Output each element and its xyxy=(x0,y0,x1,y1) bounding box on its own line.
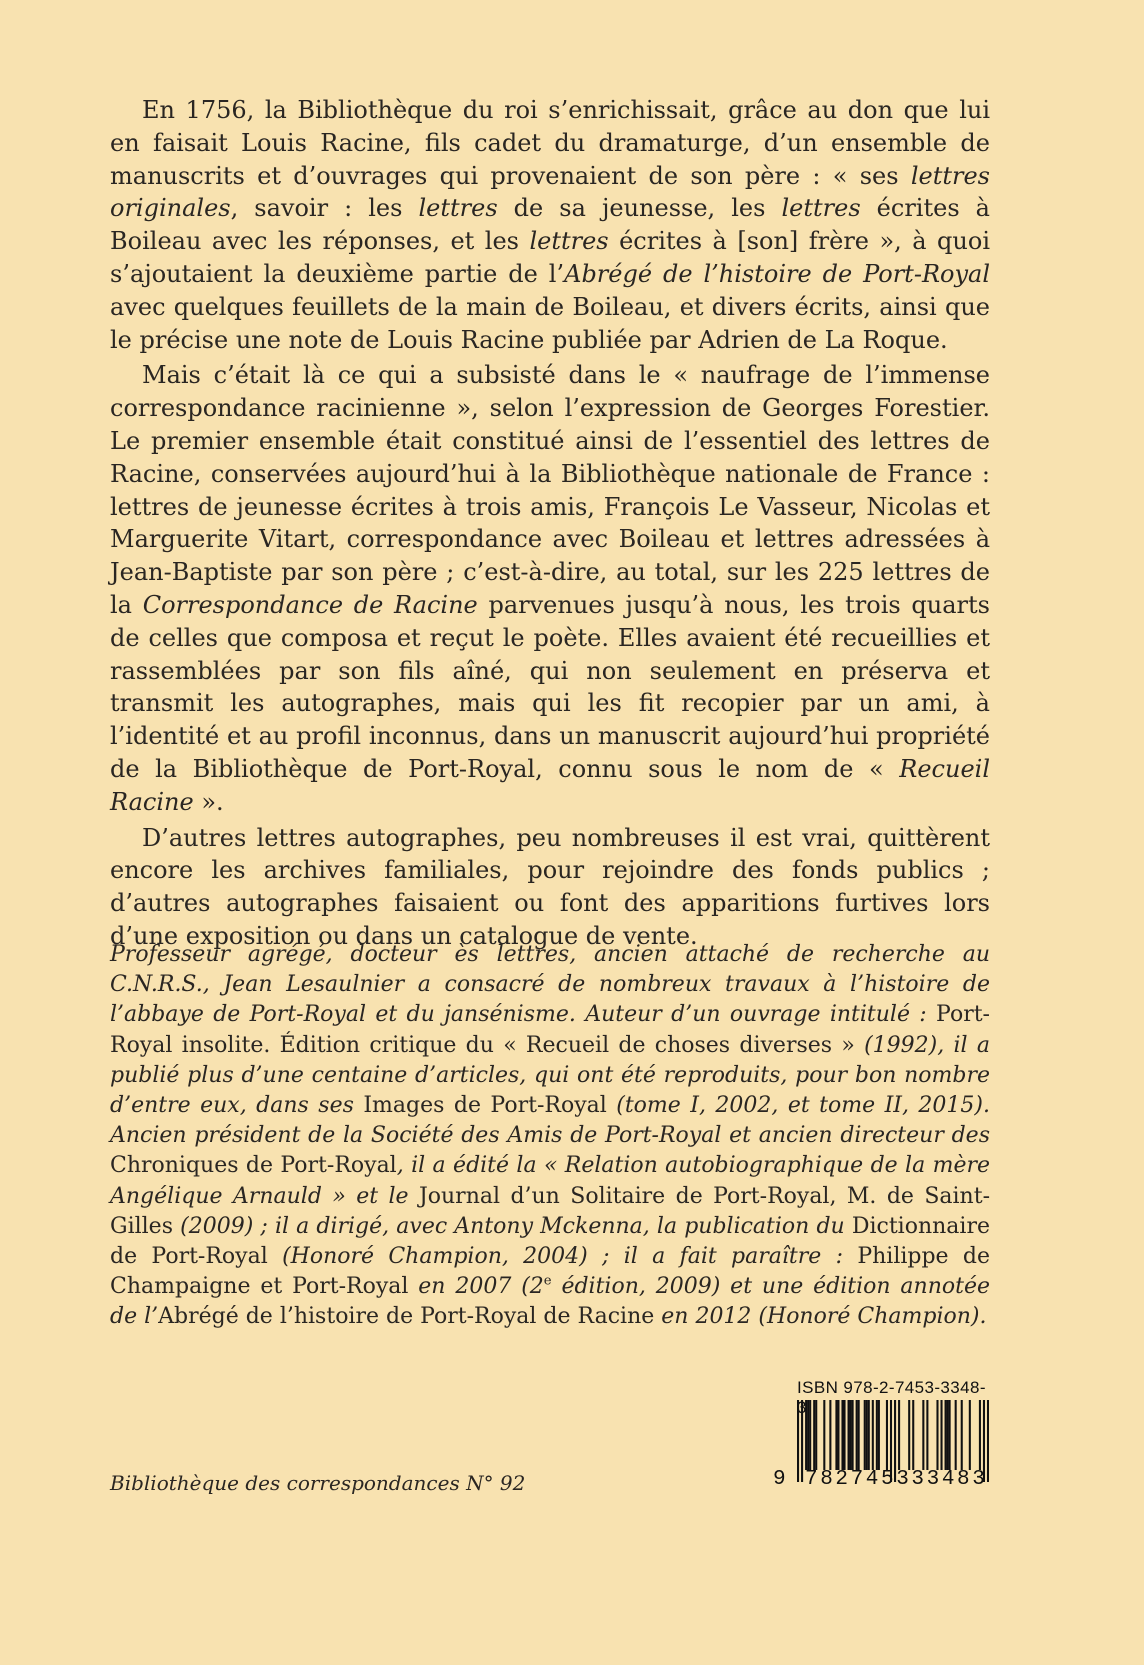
blurb-paragraph-3 xyxy=(110,822,990,953)
title-run: Philippe de Champaigne et Port-Royal xyxy=(110,1244,990,1300)
text-run: ». xyxy=(193,787,224,816)
text-run: écrites à Boileau avec les réponses, et les xyxy=(110,194,990,256)
barcode-bar xyxy=(807,1400,809,1470)
text-run: avec quelques feuillets de la main de Boileau, et divers écrits, ainsi que le précise une note de Louis Racine publiée par Adrien de La Roque. xyxy=(110,292,990,354)
barcode-bar xyxy=(837,1400,839,1470)
italic-run: (Honoré Champion, 2004) ; il a fait paraître : xyxy=(267,1244,858,1270)
text-run: écrites à [son] frère », à quoi s’ajoutaient la deuxième partie de l’ xyxy=(110,227,990,288)
barcode-bar xyxy=(876,1400,878,1470)
isbn-barcode xyxy=(773,1378,989,1492)
title-run: Journal d’un Solitaire de Port-Royal, M. de Saint-Gilles xyxy=(110,1183,991,1239)
italic-run: , il a édité la « Relation autobiographique de la mère Angélique Arnauld » et le xyxy=(110,1153,990,1209)
barcode-bar xyxy=(866,1400,868,1470)
barcode-bar xyxy=(797,1400,799,1482)
barcode-bar xyxy=(829,1400,831,1470)
superscript-run: e xyxy=(543,1273,552,1289)
barcode-bar xyxy=(945,1400,947,1470)
text-run: de sa jeunesse, les xyxy=(497,194,782,223)
italic-run: édition, 2009) et une édition annotée de l’ xyxy=(110,1274,990,1330)
text-run: Mais c’était là ce qui a subsisté dans le « naufrage de l’immense correspondance racinienne », selon l’expression de Georges Forestier. Le premier ensemble était constitué ainsi de l’essentiel des lettres de Racine, conservées aujourd’hui à la Bibliothèque nationale de France : lettres de jeunesse écrites à trois amis, François Le Vasseur, Nicolas et Marguerite Vitart, correspondance avec Boileau et lettres adressées à Jean-Baptiste par son père ; c’est-à-dire, au total, sur les 225 lettres de la xyxy=(110,361,990,619)
barcode-bar xyxy=(801,1400,803,1482)
title-run: Images de Port-Royal xyxy=(363,1093,607,1119)
barcode-bar xyxy=(947,1400,949,1470)
italic-run: lettres xyxy=(781,194,861,223)
barcode-bar xyxy=(848,1400,850,1470)
blurb-paragraph-1 xyxy=(110,94,990,356)
series-line: Bibliothèque des correspondances N° 92 xyxy=(110,1471,526,1495)
title-run: Chroniques de Port-Royal xyxy=(110,1153,397,1179)
barcode-bar xyxy=(805,1400,807,1470)
isbn-label: ISBN 978-2-7453-3348-3 xyxy=(797,1378,986,1417)
author-bio xyxy=(110,940,990,1333)
ean-first-digit: 9 xyxy=(773,1468,786,1491)
barcode-bar xyxy=(949,1400,951,1470)
barcode-bar xyxy=(858,1400,860,1470)
text-run: En 1756, la Bibliothèque du roi s’enrichissait, grâce au don que lui en faisait Louis Racine, fils cadet du dramaturge, d’un ensemble de manuscrits et d’ouvrages qui provenaient de son père : « ses xyxy=(110,96,990,190)
italic-run: (tome I, 2002, et tome II, 2015). Ancien président de la Société des Amis de Port-Royal et ancien directeur des xyxy=(110,1093,990,1149)
text-run: D’autres lettres autographes, peu nombreuses il est vrai, quittèrent encore les archives familiales, pour rejoindre des fonds publics ; d’autres autographes faisaient ou font des apparitions furtives lors d’une exposition ou dans un catalogue de vente. xyxy=(110,823,990,950)
barcode-bar xyxy=(898,1400,900,1470)
barcode-bar xyxy=(809,1400,811,1470)
barcode-bar xyxy=(823,1400,825,1470)
italic-run: Professeur agrégé, docteur ès lettres, ancien attaché de recherche au C.N.R.S., Jean Lesaulnier a consacré de nombreux travaux à l’histoire de l’abbaye de Port-Royal et du jansénisme. Auteur d’un ouvrage intitulé : xyxy=(110,942,990,1028)
barcode-bar xyxy=(979,1400,981,1470)
barcode-bar xyxy=(922,1400,924,1470)
barcode-bar xyxy=(815,1400,817,1470)
barcode-bar xyxy=(856,1400,858,1470)
title-run: Dictionnaire de Port-Royal xyxy=(110,1213,990,1270)
barcode-bar xyxy=(886,1400,888,1470)
barcode-bar xyxy=(936,1400,938,1470)
italic-run: Recueil Racine xyxy=(110,754,990,816)
italic-run: Correspondance de Racine xyxy=(142,590,478,619)
italic-run: lettres xyxy=(418,194,498,223)
title-run: Port-Royal insolite. Édition critique du « Recueil de choses diverses » xyxy=(110,1002,990,1058)
author-bio-text xyxy=(110,940,990,1333)
italic-run: lettres xyxy=(529,227,609,256)
barcode-bar xyxy=(843,1400,845,1470)
barcode-bar xyxy=(912,1400,914,1470)
title-run: Abrégé de l’histoire de Port-Royal de Racine xyxy=(158,1304,655,1330)
barcode-bar xyxy=(955,1400,957,1470)
barcode-bar xyxy=(961,1400,963,1470)
italic-run: (2009) ; il a dirigé, avec Antony Mckenna, la publication du xyxy=(173,1213,852,1239)
barcode-bar xyxy=(813,1400,815,1470)
barcode-bar xyxy=(835,1400,837,1470)
barcode-bar xyxy=(850,1400,852,1470)
italic-run: lettres originales xyxy=(110,161,990,223)
barcode-bar xyxy=(940,1400,942,1470)
barcode-bar xyxy=(969,1400,971,1470)
barcode-bar xyxy=(878,1400,880,1470)
text-run: parvenues jusqu’à nous, les trois quarts de celles que composa et reçut le poète. Elles avaient été recueillies et rassemblées par son fils aîné, qui non seulement en préserva et transmit les autographes, mais qui les fit recopier par un ami, à l’identité et au profil inconnus, dans un manuscrit aujourd’hui propriété de la Bibliothèque de Port-Royal, connu sous le nom de « xyxy=(110,590,990,783)
italic-run: en 2007 (2 xyxy=(408,1274,544,1300)
italic-run: en 2012 (Honoré Champion). xyxy=(654,1304,987,1330)
barcode-bar xyxy=(852,1400,854,1470)
italic-run: Abrégé de l’histoire de Port-Royal xyxy=(564,259,991,288)
barcode-bar xyxy=(868,1400,870,1470)
barcode-bar xyxy=(864,1400,866,1470)
blurb-paragraph-2 xyxy=(110,359,990,818)
barcode-bar xyxy=(872,1400,874,1470)
barcode-bar xyxy=(926,1400,928,1470)
ean-remaining-digits: 782745333483 xyxy=(805,1468,988,1491)
barcode-bar xyxy=(908,1400,910,1470)
barcode-bar xyxy=(841,1400,843,1470)
italic-run: (1992), il a publié plus d’une centaine d’articles, qui ont été reproduits, pour bon nombre d’entre eux, dans ses xyxy=(110,1032,990,1119)
text-run: , savoir : les xyxy=(230,194,419,223)
blurb-text xyxy=(110,94,990,956)
